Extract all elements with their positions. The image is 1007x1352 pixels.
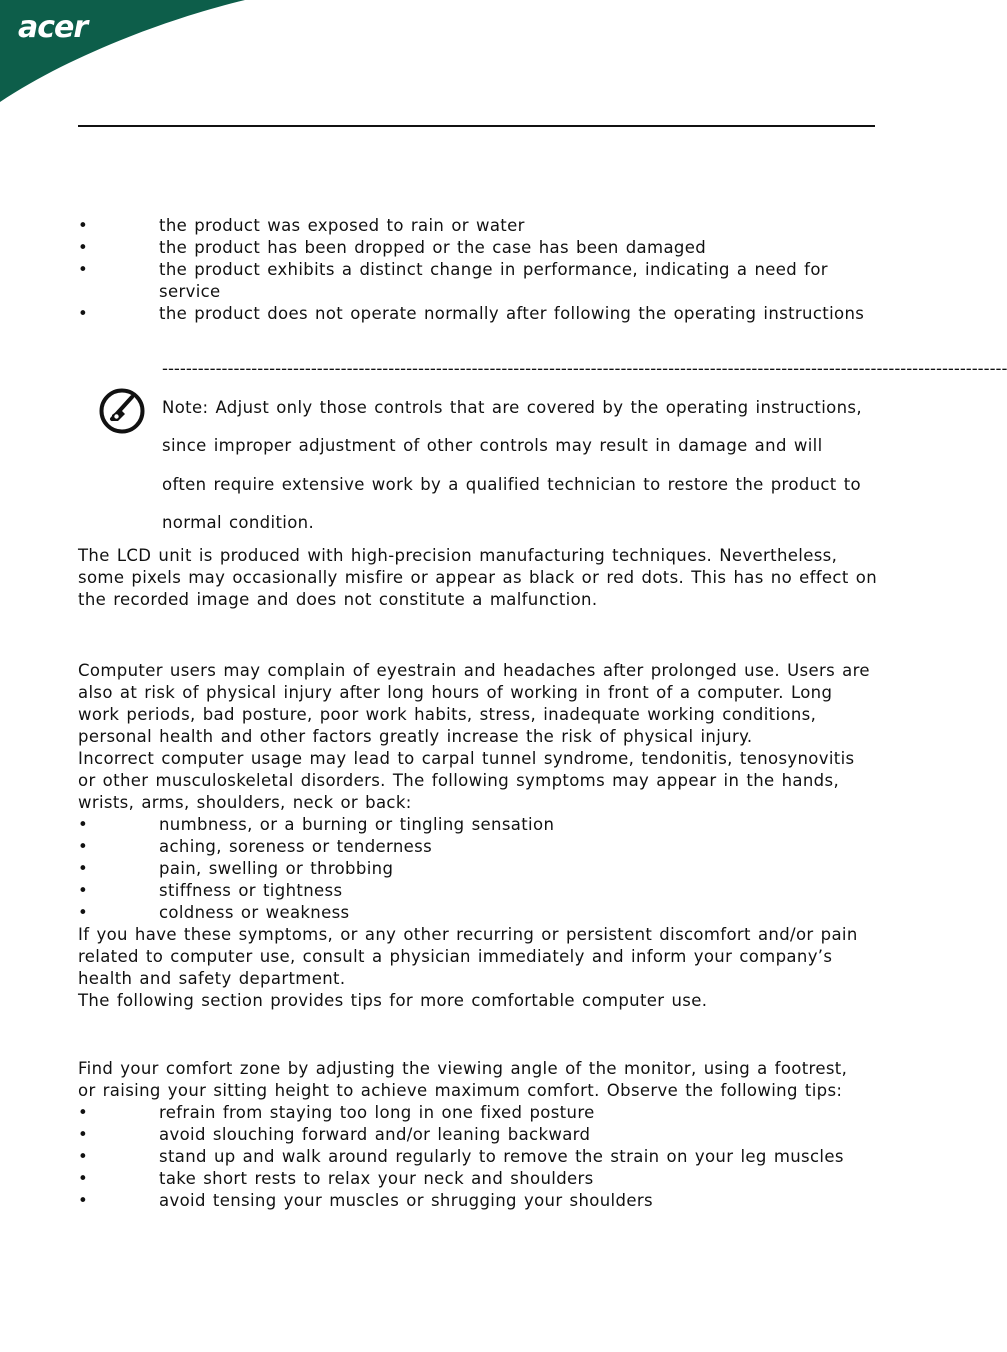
comfort-tips-list xyxy=(78,1102,878,1212)
note-line: Note: Adjust only those controls that are covered by the operating instructions, xyxy=(162,397,862,417)
list-item: • the product does not operate normally after following the operating instructions xyxy=(78,304,865,323)
list-item: • the product has been dropped or the case has been damaged xyxy=(78,238,707,257)
health-section: Computer users may complain of eyestrain and headaches after prolonged use. Users are also at risk of physical injury after long hours of working in front of a computer. Long work periods, bad posture, poor work habits, stress, inadequate working conditions, personal health and other factors greatly increase the risk of physical injury. Incorrect computer usage may lead to carpal tunnel syndrome, tendonitis, tenosynovitis or other musculoskeletal disorders. The following symptoms may appear in the hands, wrists, arms, shoulders, neck or back: • numbness, or a burning or tingling sensation • aching, soreness or tenderness • pain, swelling or throbbing • stiffness or tightness • coldness or weakness If you have these symptoms, or any other recurring or persistent discomfort and/or pain related to computer use, consult a physician immediately and inform your company’s health and safety department. The following section provides tips for more comfortable computer use. xyxy=(78,660,878,1012)
list-item: • the product was exposed to rain or water xyxy=(78,216,525,235)
acer-logo: acer xyxy=(18,10,88,45)
service-conditions xyxy=(78,215,878,325)
list-item: • numbness, or a burning or tingling sensation xyxy=(78,815,555,834)
list-item: • refrain from staying too long in one fixed posture xyxy=(78,1103,595,1122)
note-line: normal condition. xyxy=(162,513,315,532)
list-item: • avoid slouching forward and/or leaning backward xyxy=(78,1125,591,1144)
note-box xyxy=(162,358,1007,551)
list-item: • avoid tensing your muscles or shrugging your shoulders xyxy=(78,1191,653,1210)
list-item: • stand up and walk around regularly to remove the strain on your leg muscles xyxy=(78,1147,844,1166)
header-rule xyxy=(78,125,875,127)
note-line: often require extensive work by a qualified technician to restore the product to xyxy=(162,474,861,494)
note-pen-icon xyxy=(98,387,146,435)
list-item: • take short rests to relax your neck and shoulders xyxy=(78,1169,594,1188)
list-item: • the product exhibits a distinct change in performance, indicating a need for service xyxy=(78,260,828,301)
symptom-list xyxy=(78,814,878,924)
lcd-paragraph: The LCD unit is produced with high-precision manufacturing techniques. Nevertheless, some pixels may occasionally misfire or appear as black or red dots. This has no effect on the recorded image and does not constitute a malfunction. xyxy=(78,546,878,609)
note-separator: ---------------------------------------------------------------------------------------------------------------------------------------------- xyxy=(162,359,1007,378)
list-item: • stiffness or tightness xyxy=(78,881,343,900)
list-item: • aching, soreness or tenderness xyxy=(78,837,433,856)
note-line: since improper adjustment of other controls may result in damage and will xyxy=(162,436,823,455)
list-item: • pain, swelling or throbbing xyxy=(78,859,394,878)
comfort-section: Find your comfort zone by adjusting the viewing angle of the monitor, using a footrest, or raising your sitting height to achieve maximum comfort. Observe the following tips: • refrain from staying too long in one fixed posture • avoid slouching forward and/or leaning backward • stand up and walk around regularly to remove the strain on your leg muscles • take short rests to relax your neck and shoulders • avoid tensing your muscles or shrugging your shoulders xyxy=(78,1058,878,1212)
list-item: • coldness or weakness xyxy=(78,903,350,922)
